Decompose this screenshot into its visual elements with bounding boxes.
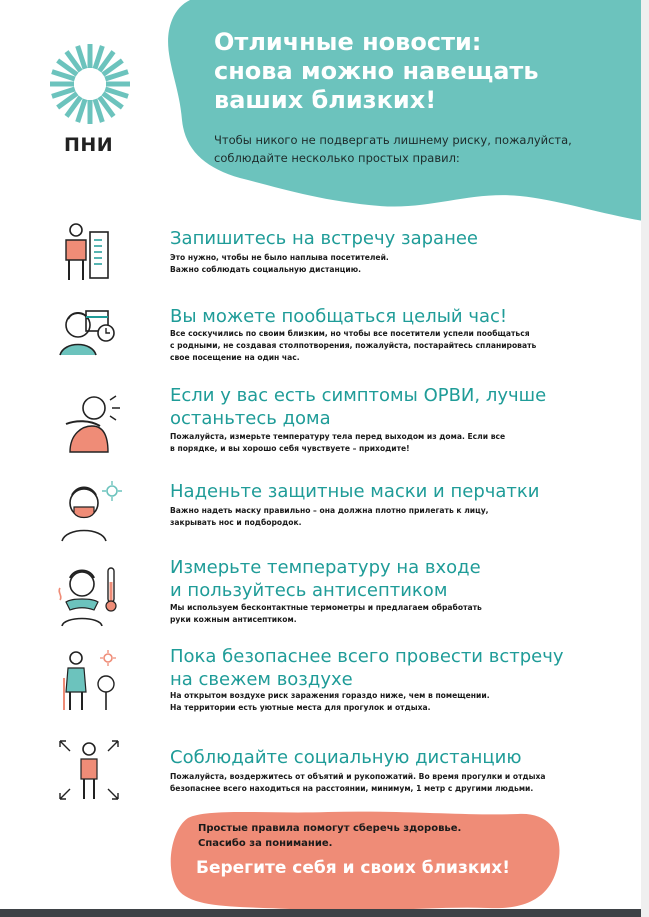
rule-title-line: Запишитесь на встречу заранее <box>170 228 478 249</box>
rule-text-line: На открытом воздухе риск заражения гораздо ниже, чем в помещении. <box>170 691 490 700</box>
title-line: Отличные новости: <box>214 28 482 56</box>
rule-text <box>170 328 610 364</box>
rule-text <box>170 771 610 795</box>
rule-text-line: Мы используем бесконтактные термометры и предлагаем обработать <box>170 603 482 612</box>
footer-line: Простые правила помогут сберечь здоровье. <box>198 823 462 834</box>
logo-text: ПНИ <box>64 134 114 156</box>
page-title <box>214 28 634 115</box>
rule-text <box>170 252 610 276</box>
subtitle-line: Чтобы никого не подвергать лишнему риску, пожалуйста, <box>214 133 572 147</box>
rule-text-line: На территории есть уютные места для прогулок и отдыха. <box>170 703 431 712</box>
elderly-outdoor-icon <box>56 648 122 714</box>
right-edge-bar <box>641 0 649 917</box>
footer-cta: Берегите себя и своих близких! <box>196 858 511 878</box>
title-line: снова можно навещать <box>214 57 539 85</box>
rule-title <box>170 480 630 503</box>
rule-title <box>170 645 630 691</box>
rule-title-line: Измерьте температуру на входе <box>170 557 481 578</box>
rule-title-line: на свежем воздухе <box>170 669 353 690</box>
rule-text-line: Пожалуйста, воздержитесь от объятий и рукопожатий. Во время прогулки и отдыха <box>170 772 546 781</box>
rule-title <box>170 746 630 769</box>
rule-text-line: закрывать нос и подбородок. <box>170 518 302 527</box>
rule-text-line: с родными, не создавая столпотворения, пожалуйста, постарайтесь спланировать <box>170 341 537 350</box>
rule-title <box>170 556 630 602</box>
rule-text-line: Это нужно, чтобы не было наплыва посетителей. <box>170 253 389 262</box>
rule-title-line: Если у вас есть симптомы ОРВИ, лучше <box>170 385 547 406</box>
rule-text-line: руки кожным антисептиком. <box>170 615 297 624</box>
masked-person-icon <box>56 477 122 543</box>
rule-title-line: Соблюдайте социальную дистанцию <box>170 747 522 768</box>
title-line: ваших близких! <box>214 86 437 114</box>
rule-title <box>170 227 630 250</box>
rule-text-line: Важно надеть маску правильно – она должна плотно прилегать к лицу, <box>170 506 489 515</box>
rule-title-line: останьтесь дома <box>170 408 331 429</box>
rule-title-line: и пользуйтесь антисептиком <box>170 580 448 601</box>
rule-title-line: Вы можете пообщаться целый час! <box>170 306 508 327</box>
rule-text <box>170 690 610 714</box>
rule-text-line: свое посещение на один час. <box>170 353 300 362</box>
rule-text <box>170 602 610 626</box>
person-calendar-icon <box>56 218 122 284</box>
person-clock-icon <box>56 303 122 369</box>
rule-text-line: Пожалуйста, измерьте температуру тела перед выходом из дома. Если все <box>170 432 506 441</box>
rule-text <box>170 505 610 529</box>
social-distance-icon <box>56 737 122 803</box>
page-subtitle <box>214 131 614 167</box>
rule-text-line: в порядке, и вы хорошо себя чувствуете – приходите! <box>170 444 410 453</box>
rule-text <box>170 431 610 455</box>
sunburst-logo-icon <box>48 42 132 126</box>
subtitle-line: соблюдайте несколько простых правил: <box>214 151 460 165</box>
bottom-edge-bar <box>0 909 649 917</box>
rule-text-line: Все соскучились по своим близким, но чтобы все посетители успели пообщаться <box>170 329 530 338</box>
footer-line: Спасибо за понимание. <box>198 838 333 849</box>
rule-text-line: Важно соблюдать социальную дистанцию. <box>170 265 361 274</box>
rule-title-line: Наденьте защитные маски и перчатки <box>170 481 540 502</box>
thermometer-person-icon <box>56 562 122 628</box>
rule-title <box>170 305 630 328</box>
sneezing-person-icon <box>56 390 122 456</box>
rule-title <box>170 384 630 430</box>
rule-text-line: безопаснее всего находиться на расстоянии, минимум, 1 метр с другими людьми. <box>170 784 534 793</box>
rule-title-line: Пока безопаснее всего провести встречу <box>170 646 564 667</box>
